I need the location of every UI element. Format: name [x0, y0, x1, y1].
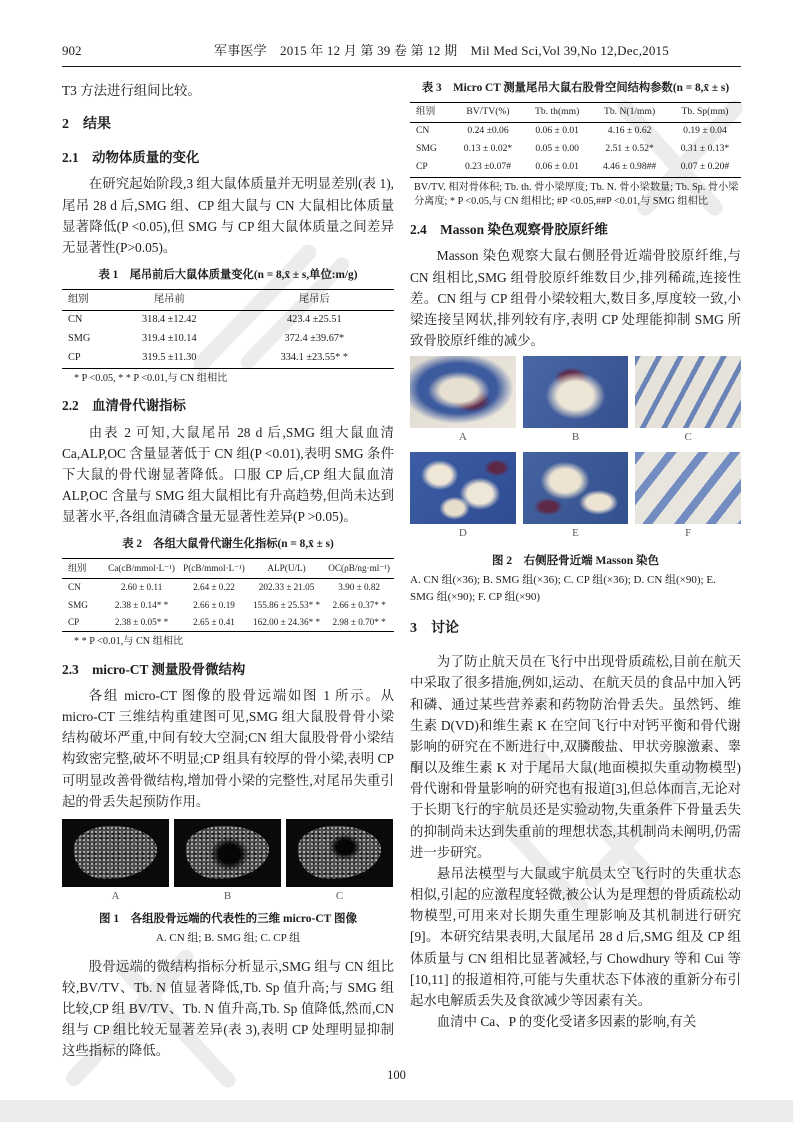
section-heading-bodymass: 2.1 动物体质量的变化	[62, 150, 200, 166]
table-cell: SMG	[416, 143, 437, 155]
figure1-subcaption: A. CN 组; B. SMG 组; C. CP 组	[155, 932, 301, 945]
header-page-number: 902	[62, 43, 82, 58]
table-cell: CN	[68, 314, 83, 326]
table-cell: 4.46 ± 0.98##	[602, 161, 657, 173]
paragraph-serum: 由表 2 可知,大鼠尾吊 28 d 后,SMG 组大鼠血清 Ca,ALP,OC 含量显著低于 CN 组(P <0.01),表明 SMG 条件下大鼠的骨代谢显著降低。口服 CP 后,CP 组大鼠血清 ALP,OC 含量与 SMG 组大鼠相比有升高趋势,但尚未达到显著水平,各组血清磷含量无显著性差异(P >0.05)。	[62, 424, 394, 525]
table-row	[410, 141, 741, 159]
table-cell: 0.23 ±0.07#	[464, 161, 512, 173]
left-column	[62, 80, 394, 1062]
table-cell: CN	[68, 582, 81, 593]
masson-image-cp-x36	[635, 356, 741, 428]
panel-label: D	[458, 526, 467, 539]
table-cell: 0.06 ± 0.01	[535, 161, 579, 173]
microct-image-smg	[174, 819, 281, 887]
table2	[62, 558, 394, 632]
scan-edge-strip	[0, 1100, 793, 1122]
table-cell: 162.00 ± 24.36* *	[253, 616, 321, 627]
table-row	[410, 159, 741, 177]
table-cell: 372.4 ±39.67*	[284, 333, 345, 345]
figure1-caption: 图 1 各组股骨远端的代表性的三维 micro-CT 图像	[99, 913, 357, 926]
masson-image-cn-x90	[410, 452, 516, 524]
figure2-caption: 图 2 右侧胫骨近端 Masson 染色	[491, 554, 660, 567]
table-cell: 334.1 ±23.55* *	[280, 352, 349, 364]
table-cell: 319.5 ±11.30	[142, 352, 197, 364]
table-cell: 0.06 ± 0.01	[535, 125, 579, 137]
table-cell: 0.31 ± 0.13*	[680, 143, 730, 155]
table-cell: 202.33 ± 21.05	[258, 582, 315, 593]
column-header: 组别	[62, 559, 104, 578]
article-body	[62, 80, 741, 1062]
table1-block	[62, 267, 394, 386]
figure2-panels-bottom	[410, 452, 741, 524]
paragraph-microct-2: 股骨远端的微结构指标分析显示,SMG 组与 CN 组比较,BV/TV、Tb. N 值显著降低,Tb. Sp 值升高;与 SMG 组比较,CP 组 BV/TV、Tb. N 值升高,Tb. Sp 值降低,然而,CN 组与 CP 组比较无显著差异(表 3),表明 CP 处理明显抑制这些指标的降低。	[62, 958, 394, 1059]
table-cell: 0.05 ± 0.00	[535, 143, 579, 155]
table-header-row	[410, 102, 741, 122]
figure1	[62, 819, 394, 948]
masson-image-smg-x90	[523, 452, 629, 524]
figure2-subcaption: A. CN 组(×36); B. SMG 组(×36); C. CP 组(×36); D. CN 组(×90); E. SMG 组(×90); F. CP 组(×90)	[410, 574, 716, 603]
journal-title-line: 军事医学 2015 年 12 月 第 39 卷 第 12 期 Mil Med Sci,Vol 39,No 12,Dec,2015	[214, 43, 669, 58]
footer-page-number: 100	[387, 1068, 406, 1082]
table-cell: 319.4 ±10.14	[142, 333, 197, 345]
column-header: 组别	[410, 102, 452, 122]
table1-footnote: * P <0.05, * * P <0.01,与 CN 组相比	[74, 372, 228, 384]
header-rule	[62, 66, 741, 67]
table-row	[410, 122, 741, 140]
column-header: ALP(U/L)	[249, 559, 324, 578]
table3-block	[410, 80, 741, 210]
paragraph-discussion-1: 为了防止航天员在飞行中出现骨质疏松,目前在航天中采取了很多措施,例如,运动、在航天员的食品中加入钙和磷、通过某些营养素和药物防治骨丢失。虽然钙、维生素 D(VD)和维生素 K 在空间飞行中对钙平衡和骨代谢影响的研究在不断进行中,双膦酸盐、甲状旁腺激素、睾酮以及维生素 K 对于尾吊大鼠(地面模拟失重动物模型)骨代谢和骨量影响的研究也有报道[3],但总体而言,无论对于长期飞行的宇航员还是实验动物,失重条件下骨量丢失的抑制尚未达到失重前的理想状态,其机制尚未阐明,仍需进一步研究。	[410, 654, 741, 860]
table-cell: 2.51 ± 0.52*	[605, 143, 654, 155]
page-header	[62, 40, 741, 59]
figure2-panel-labels-top	[410, 428, 741, 446]
masson-image-smg-x36	[523, 356, 629, 428]
microct-image-cp	[286, 819, 393, 887]
column-header: 尾吊后	[235, 289, 394, 310]
table-row	[62, 613, 394, 631]
table-cell: 2.60 ± 0.11	[120, 582, 163, 593]
table2-block	[62, 536, 394, 649]
right-column	[410, 80, 741, 1062]
table-cell: 2.66 ± 0.37* *	[332, 599, 386, 610]
figure2-panels-top	[410, 356, 741, 428]
column-header: 尾吊前	[104, 289, 235, 310]
table-cell: 2.66 ± 0.19	[193, 599, 235, 610]
table-cell: 2.98 ± 0.70* *	[332, 616, 386, 627]
panel-label: B	[223, 889, 232, 902]
table-cell: CP	[416, 161, 428, 173]
column-header: Ca(cB/mmol·L⁻¹)	[104, 559, 179, 578]
panel-label: A	[458, 431, 467, 444]
paragraph-bodymass: 在研究起始阶段,3 组大鼠体质量并无明显差别(表 1),尾吊 28 d 后,SMG 组、CP 组大鼠与 CN 大鼠相比体质量显著降低(P <0.05),但 SMG 与 CP 组大鼠体质量之间差异无显著性(P>0.05)。	[62, 176, 394, 255]
table1-title: 表 1 尾吊前后大鼠体质量变化(n = 8,x̄ ± s,单位:m/g)	[98, 269, 358, 282]
table-cell: 2.65 ± 0.41	[193, 616, 235, 627]
paragraph-microct-1: 各组 micro-CT 图像的股骨远端如图 1 所示。从 micro-CT 三维结构重建图可见,SMG 组大鼠股骨骨小梁结构破坏严重,中间有较大空洞;CN 组大鼠股骨骨小梁结构致密完整,破坏不明显;CP 组具有较厚的骨小梁,表明 CP 可明显改善骨微结构,增加骨小梁的完整性,对尾吊失重引起的骨丢失起预防作用。	[62, 687, 394, 809]
section-heading-results: 2 结果	[62, 117, 111, 133]
table1	[62, 289, 394, 369]
table3	[410, 102, 741, 178]
section-heading-serum: 2.2 血清骨代谢指标	[62, 398, 186, 414]
table-header-row	[62, 559, 394, 578]
panel-label: E	[572, 526, 579, 539]
panel-label: B	[571, 431, 580, 444]
table-cell: 0.13 ± 0.02*	[463, 143, 513, 155]
table-cell: SMG	[68, 599, 88, 610]
table-cell: 0.07 ± 0.20#	[680, 161, 730, 173]
table-cell: 4.16 ± 0.62	[607, 125, 652, 137]
masson-image-cp-x90	[635, 452, 741, 524]
table-cell: CP	[68, 352, 81, 364]
table-cell: CN	[416, 125, 430, 137]
table-cell: 0.24 ±0.06	[467, 125, 509, 137]
microct-image-cn	[62, 819, 169, 887]
table-header-row	[62, 289, 394, 310]
table-cell: 3.90 ± 0.82	[338, 582, 381, 593]
table3-title: 表 3 Micro CT 测量尾吊大鼠右股骨空间结构参数(n = 8,x̄ ± s)	[421, 82, 730, 94]
table2-footnote: * * P <0.01,与 CN 组相比	[74, 635, 184, 647]
section-heading-discussion: 3 讨论	[410, 621, 459, 637]
figure2	[410, 356, 741, 605]
section-heading-microct: 2.3 micro-CT 测量股骨微结构	[62, 661, 246, 677]
panel-label: C	[335, 889, 344, 902]
paragraph-discussion-2: 悬吊法模型与大鼠或宇航员太空飞行时的失重状态相似,引起的应激程度轻微,被公认为是理想的骨质疏松动物模型,可用来对长期失重生理影响及其机制进行研究[9]。本研究结果表明,大鼠尾吊 28 d 后,SMG 组及 CP 组体质量与 CN 组相比显著减轻,与 Chowdhury 等和 Cui 等[10,11] 的报道相符,可能与失重状态下体液的重新分布引起水电解质丢失及食欲减少等因素有关。	[410, 865, 741, 1008]
figure2-panel-labels-bottom	[410, 524, 741, 542]
table-cell: 423.4 ±25.51	[287, 314, 342, 326]
column-header: BV/TV(%)	[452, 102, 524, 122]
table-cell: CP	[68, 616, 80, 627]
figure1-panel-labels	[62, 887, 394, 905]
column-header: OC(ρB/ng·ml⁻¹)	[324, 559, 394, 578]
table-row	[62, 310, 394, 329]
column-header: 组别	[62, 289, 104, 310]
paragraph-masson: Masson 染色观察大鼠右侧胫骨近端骨胶原纤维,与 CN 组相比,SMG 组骨胶原纤维数目少,排列稀疏,连接性差。CN 组与 CP 组骨小梁较粗大,数目多,厚度较一致,小梁连接呈网状,排列较有序,表明 CP 处理能抑制 SMG 所致骨胶原纤维的减少。	[410, 248, 741, 349]
table-cell: 0.19 ± 0.04	[683, 125, 727, 137]
column-header: P(cB/mmol·L⁻¹)	[179, 559, 249, 578]
table-cell: 155.86 ± 25.53* *	[253, 599, 321, 610]
table-cell: 2.38 ± 0.05* *	[114, 616, 169, 627]
table-cell: 2.64 ± 0.22	[193, 582, 235, 593]
table-row	[62, 349, 394, 368]
panel-label: A	[111, 889, 120, 902]
table-row	[62, 578, 394, 596]
table3-footnote: BV/TV. 相对骨体积; Tb. th. 骨小梁厚度; Tb. N. 骨小梁数量; Tb. Sp. 骨小梁分离度; * P <0.05,与 CN 组相比; #P <0.05,##P <0.01,与 SMG 组相比	[414, 181, 739, 208]
column-header: Tb. N(1/mm)	[590, 102, 669, 122]
column-header: Tb. Sp(mm)	[669, 102, 741, 122]
table-cell: 2.38 ± 0.14* *	[114, 599, 169, 610]
table-cell: 318.4 ±12.42	[142, 314, 197, 326]
paragraph-continuation: T3 方法进行组间比较。	[62, 83, 201, 98]
table-cell: SMG	[68, 333, 91, 345]
panel-label: C	[684, 431, 692, 444]
table-row	[62, 330, 394, 349]
paragraph-discussion-3: 血清中 Ca、P 的变化受诸多因素的影响,有关	[436, 1014, 697, 1030]
table2-title: 表 2 各组大鼠骨代谢生化指标(n = 8,x̄ ± s)	[122, 538, 334, 551]
panel-label: F	[685, 526, 692, 539]
masson-image-cn-x36	[410, 356, 516, 428]
section-heading-masson: 2.4 Masson 染色观察骨胶原纤维	[410, 222, 608, 238]
table-row	[62, 596, 394, 613]
figure1-panels	[62, 819, 394, 887]
column-header: Tb. th(mm)	[524, 102, 590, 122]
